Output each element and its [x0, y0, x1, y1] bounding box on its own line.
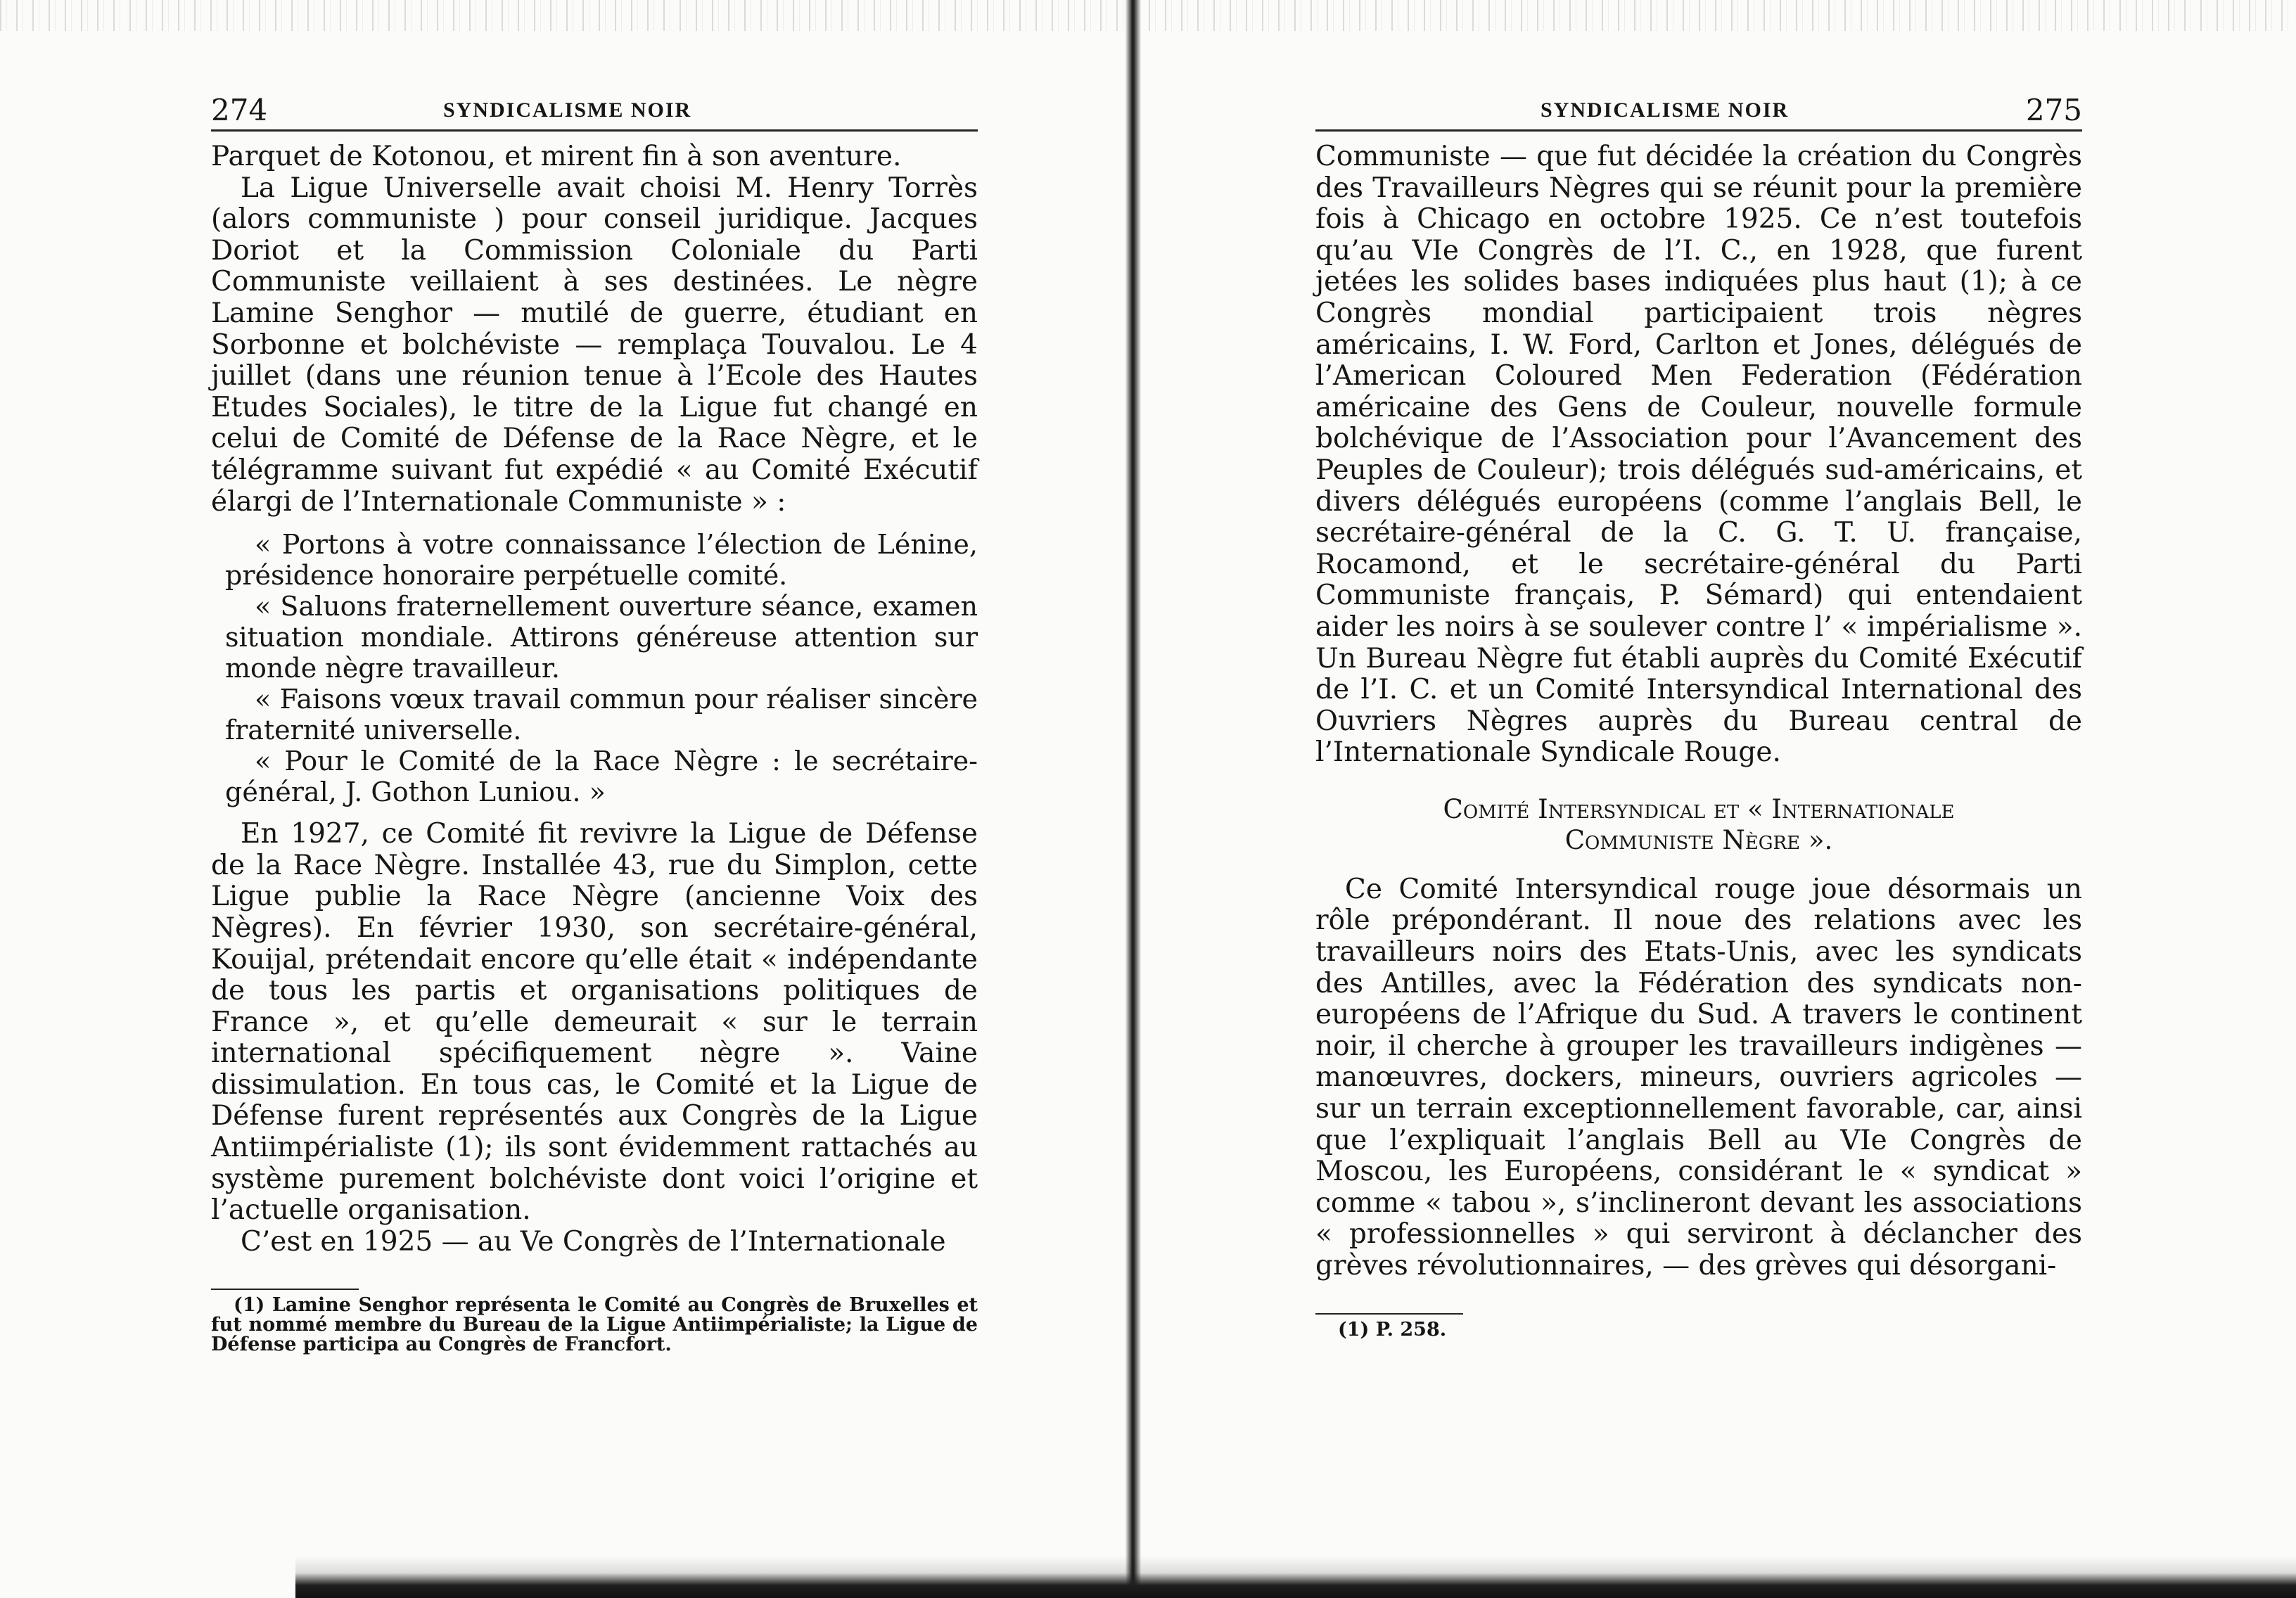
quote-line: « Portons à votre connaissance l’élection de Lénine, présidence honoraire perpétuelle comité.: [225, 529, 978, 592]
footnote-rule: [1315, 1313, 1463, 1315]
telegram-quote: [225, 529, 978, 807]
running-title: SYNDICALISME NOIR: [1541, 98, 1790, 122]
footnote-text: (1) Lamine Senghor représenta le Comité au Congrès de Bruxelles et fut nommé membre du Bureau de la Ligue Antiimpérialiste; la Ligue de Défense participa au Congrès de Francfort.: [211, 1294, 978, 1356]
quote-line: « Pour le Comité de la Race Nègre : le secrétaire-général, J. Gothon Luniou. »: [225, 746, 978, 808]
body-text: [1315, 141, 2082, 1282]
paragraph: La Ligue Universelle avait choisi M. Henry Torrès (alors communiste ) pour conseil juridique. Jacques Doriot et la Commission Coloniale du Parti Communiste veillaient à ses destinées. Le nègre Lamine Senghor — mutilé de guerre, étudiant en Sorbonne et bolchéviste — remplaça Touvalou. Le 4 juillet (dans une réunion tenue à l’Ecole des Hautes Etudes Sociales), le titre de la Ligue fut changé en celui de Comité de Défense de la Race Nègre, et le télégramme suivant fut expédié « au Comité Exécutif élargi de l’Internationale Communiste » :: [211, 172, 978, 518]
section-heading: [1315, 794, 2082, 856]
paragraph: C’est en 1925 — au Ve Congrès de l’Internationale: [241, 1225, 946, 1258]
paragraph: Ce Comité Intersyndical rouge joue désormais un rôle prépondérant. Il noue des relations avec les travailleurs noirs des Etats-Unis, avec les syndicats des Antilles, avec la Fédération des syndicats non-européens de l’Afrique du Sud. A travers le continent noir, il cherche à grouper les travailleurs indigènes — manœuvres, dockers, mineurs, ouvriers agricoles — sur un terrain exceptionnellement favorable, car, ainsi que l’expliquait l’anglais Bell au VIe Congrès de Moscou, les Européens, considérant le « syndicat » comme « tabou », s’inclineront devant les associations « professionnelles » qui serviront à déclancher des grèves révolutionnaires, — des grèves qui désorgani-: [1315, 873, 2082, 1281]
footnote: [211, 1296, 978, 1355]
page-number: 275: [2025, 93, 2082, 127]
left-page: [211, 91, 978, 1355]
section-heading-line: Comité Intersyndical et « Internationale: [1443, 793, 1955, 824]
running-header: [211, 91, 978, 132]
book-gutter: [1125, 0, 1141, 1598]
paragraph: Parquet de Kotonou, et mirent fin à son aventure.: [211, 141, 902, 172]
footnote-text: (1) P. 258.: [1338, 1318, 1447, 1341]
body-text: [211, 141, 978, 1258]
section-heading-line: Communiste Nègre ».: [1564, 824, 1833, 855]
footnote-rule: [211, 1289, 359, 1290]
scan-shadow-bottom: [295, 1556, 2296, 1598]
paragraph: En 1927, ce Comité fit revivre la Ligue de Défense de la Race Nègre. Installée 43, rue du Simplon, cette Ligue publie la Race Nègre (ancienne Voix des Nègres). En février 1930, son secrétaire-général, Kouijal, prétendait encore qu’elle était « indépendante de tous les partis et organisations politiques de France », et qu’elle demeurait « sur le terrain international spécifiquement nègre ». Vaine dissimulation. En tous cas, le Comité et la Ligue de Défense furent représentés aux Congrès de la Ligue Antiimpérialiste (1); ils sont évidemment rattachés au système purement bolchéviste dont voici l’origine et l’actuelle organisation.: [211, 818, 978, 1227]
page-number: 274: [211, 93, 268, 127]
quote-line: « Faisons vœux travail commun pour réaliser sincère fraternité universelle.: [225, 684, 978, 746]
scan-noise-top: [0, 0, 2296, 31]
footnote: [1315, 1320, 2082, 1340]
paragraph: Communiste — que fut décidée la création du Congrès des Travailleurs Nègres qui se réunit pour la première fois à Chicago en octobre 1925. Ce n’est toutefois qu’au VIe Congrès de l’I. C., en 1928, que furent jetées les solides bases indiquées plus haut (1); à ce Congrès mondial participaient trois nègres américains, I. W. Ford, Carlton et Jones, délégués de l’American Coloured Men Federation (Fédération américaine des Gens de Couleur, nouvelle formule bolchévique de l’Association pour l’Avancement des Peuples de Couleur); trois délégués sud-américains, et divers délégués européens (comme l’anglais Bell, le secrétaire-général de la C. G. T. U. française, Rocamond, et le secrétaire-général du Parti Communiste français, P. Sémard) qui entendaient aider les noirs à se soulever contre l’ « impérialisme ». Un Bureau Nègre fut établi auprès du Comité Exécutif de l’I. C. et un Comité Intersyndical International des Ouvriers Nègres auprès du Bureau central de l’Internationale Syndicale Rouge.: [1315, 141, 2082, 769]
right-page: [1315, 91, 2082, 1340]
quote-line: « Saluons fraternellement ouverture séance, examen situation mondiale. Attirons généreuse attention sur monde nègre travailleur.: [225, 591, 978, 684]
running-title: SYNDICALISME NOIR: [443, 98, 692, 122]
running-header: [1315, 91, 2082, 132]
